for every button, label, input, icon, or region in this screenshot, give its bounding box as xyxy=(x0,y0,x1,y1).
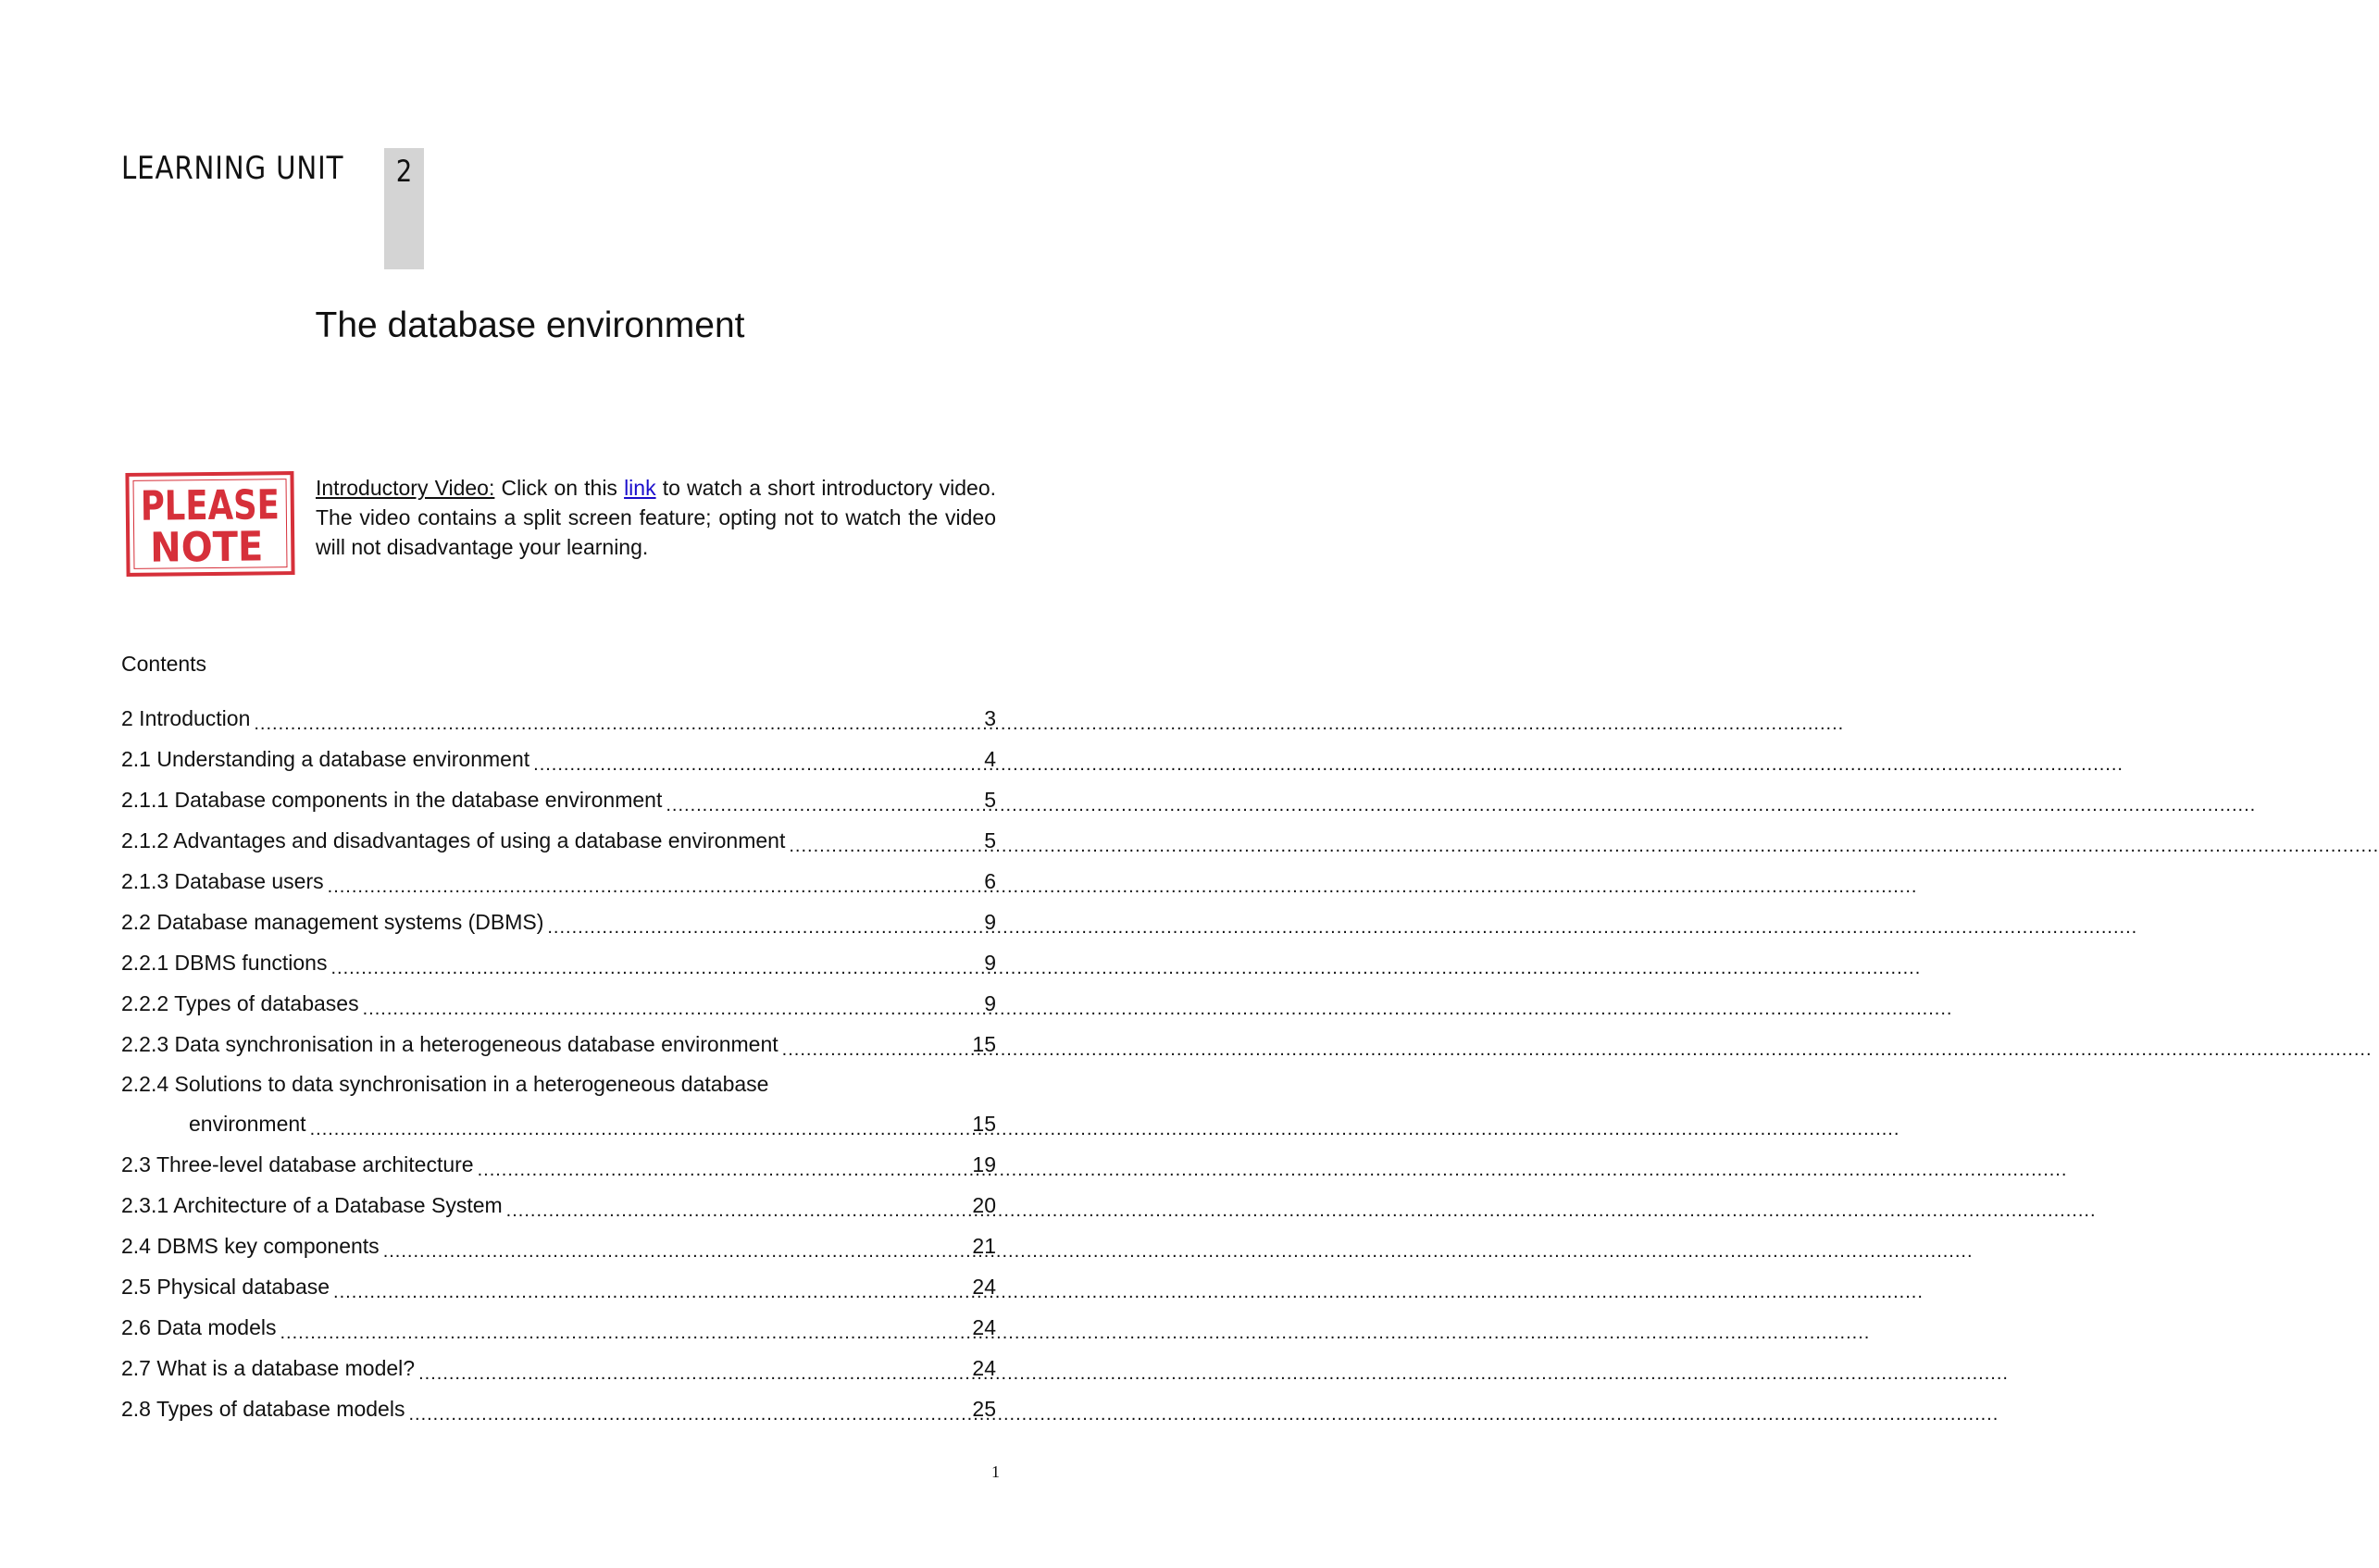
toc-leader-dots xyxy=(418,1358,970,1379)
toc-entry-title: 2.5 Physical database xyxy=(121,1275,330,1299)
toc-entry[interactable] xyxy=(121,1185,996,1226)
video-link[interactable]: link xyxy=(624,476,656,500)
toc-entry-title: 2.2.4 Solutions to data synchronisation in a heterogeneous database xyxy=(121,1072,769,1096)
toc-entry-title: 2.1.3 Database users xyxy=(121,869,324,893)
toc-entry-title: 2.2.3 Data synchronisation in a heterogeneous database environment xyxy=(121,1032,778,1056)
please-note-line2: NOTE xyxy=(150,523,275,572)
table-of-contents xyxy=(121,698,996,1429)
toc-entry[interactable] xyxy=(121,698,996,739)
toc-entry[interactable] xyxy=(121,861,996,902)
toc-entry-page: 24 xyxy=(972,1356,996,1380)
contents-heading: Contents xyxy=(121,652,207,676)
toc-entry[interactable] xyxy=(121,1064,996,1144)
toc-entry-page: 9 xyxy=(984,910,996,934)
toc-entry-title: 2 Introduction xyxy=(121,706,251,730)
toc-leader-dots xyxy=(280,1317,970,1338)
toc-leader-dots xyxy=(547,912,982,933)
toc-entry[interactable] xyxy=(121,820,996,861)
unit-number-box xyxy=(384,148,424,269)
document-title: The database environment xyxy=(315,305,745,345)
toc-entry-title: 2.1.2 Advantages and disadvantages of using a database environment xyxy=(121,828,786,852)
toc-entry-page: 19 xyxy=(972,1152,996,1176)
toc-leader-dots xyxy=(506,1195,971,1216)
toc-entry-title: 2.2 Database management systems (DBMS) xyxy=(121,910,544,934)
toc-entry[interactable] xyxy=(121,1226,996,1266)
toc-entry-page: 24 xyxy=(972,1315,996,1339)
toc-entry-page: 3 xyxy=(984,706,996,730)
toc-entry[interactable] xyxy=(121,902,996,942)
toc-entry-title: 2.1.1 Database components in the database environment xyxy=(121,788,663,812)
toc-entry-page: 5 xyxy=(984,828,996,852)
toc-entry-title: 2.8 Types of database models xyxy=(121,1397,405,1421)
toc-entry-page: 25 xyxy=(972,1397,996,1421)
please-note-stamp-icon xyxy=(125,471,314,577)
page-number: 1 xyxy=(991,1462,1000,1481)
toc-entry-title: 2.3.1 Architecture of a Database System xyxy=(121,1193,503,1217)
toc-leader-dots xyxy=(408,1399,970,1420)
toc-entry-page: 6 xyxy=(984,869,996,893)
toc-leader-dots xyxy=(330,952,982,974)
toc-entry[interactable] xyxy=(121,1266,996,1307)
toc-leader-dots xyxy=(782,1034,971,1055)
toc-entry[interactable] xyxy=(121,942,996,983)
toc-leader-dots xyxy=(383,1236,971,1257)
toc-entry-page: 5 xyxy=(984,788,996,812)
toc-entry[interactable] xyxy=(121,1307,996,1348)
toc-entry[interactable] xyxy=(121,1144,996,1185)
document-page xyxy=(0,0,1111,1568)
toc-entry[interactable] xyxy=(121,1388,996,1429)
toc-entry-title: 2.6 Data models xyxy=(121,1315,277,1339)
toc-entry-continuation xyxy=(121,1104,996,1144)
toc-entry-title-cont: environment xyxy=(189,1112,306,1136)
toc-leader-dots xyxy=(333,1276,970,1298)
note-text-before-link: Click on this xyxy=(494,476,625,500)
toc-leader-dots xyxy=(328,871,983,892)
toc-entry[interactable] xyxy=(121,983,996,1024)
toc-entry-page: 20 xyxy=(972,1193,996,1217)
toc-entry-page: 9 xyxy=(984,991,996,1015)
learning-unit-label: LEARNING UNIT xyxy=(121,150,344,187)
toc-entry[interactable] xyxy=(121,1348,996,1388)
toc-leader-dots xyxy=(310,1114,971,1135)
toc-entry-page: 4 xyxy=(984,747,996,771)
toc-entry-page: 15 xyxy=(972,1032,996,1056)
toc-entry-title: 2.7 What is a database model? xyxy=(121,1356,416,1380)
unit-number: 2 xyxy=(395,154,413,189)
note-label: Introductory Video: xyxy=(316,476,495,500)
note-text-after-link: to watch a short introductory video. The video contains a split screen feature; opting not to watch the video will not disadvantage your learning. xyxy=(316,476,997,559)
toc-entry-page: 24 xyxy=(972,1275,996,1299)
toc-entry[interactable] xyxy=(121,779,996,820)
toc-leader-dots xyxy=(789,830,982,852)
toc-entry-title: 2.3 Three-level database architecture xyxy=(121,1152,474,1176)
toc-entry-page: 9 xyxy=(984,951,996,975)
toc-entry-page: 21 xyxy=(972,1234,996,1258)
toc-entry-title: 2.2.1 DBMS functions xyxy=(121,951,328,975)
toc-entry-title: 2.2.2 Types of databases xyxy=(121,991,359,1015)
toc-entry-page: 15 xyxy=(972,1112,996,1136)
toc-entry-title: 2.4 DBMS key components xyxy=(121,1234,380,1258)
toc-entry-title: 2.1 Understanding a database environment xyxy=(121,747,530,771)
toc-entry[interactable] xyxy=(121,1024,996,1064)
toc-entry[interactable] xyxy=(121,739,996,779)
introductory-video-note xyxy=(316,473,996,562)
toc-leader-dots xyxy=(254,708,982,729)
please-note-stamp-graphic xyxy=(129,475,314,573)
toc-leader-dots xyxy=(478,1154,971,1176)
toc-leader-dots xyxy=(666,790,982,811)
please-note-line1: PLEASE xyxy=(140,480,314,530)
toc-leader-dots xyxy=(533,749,982,770)
toc-leader-dots xyxy=(363,993,983,1014)
